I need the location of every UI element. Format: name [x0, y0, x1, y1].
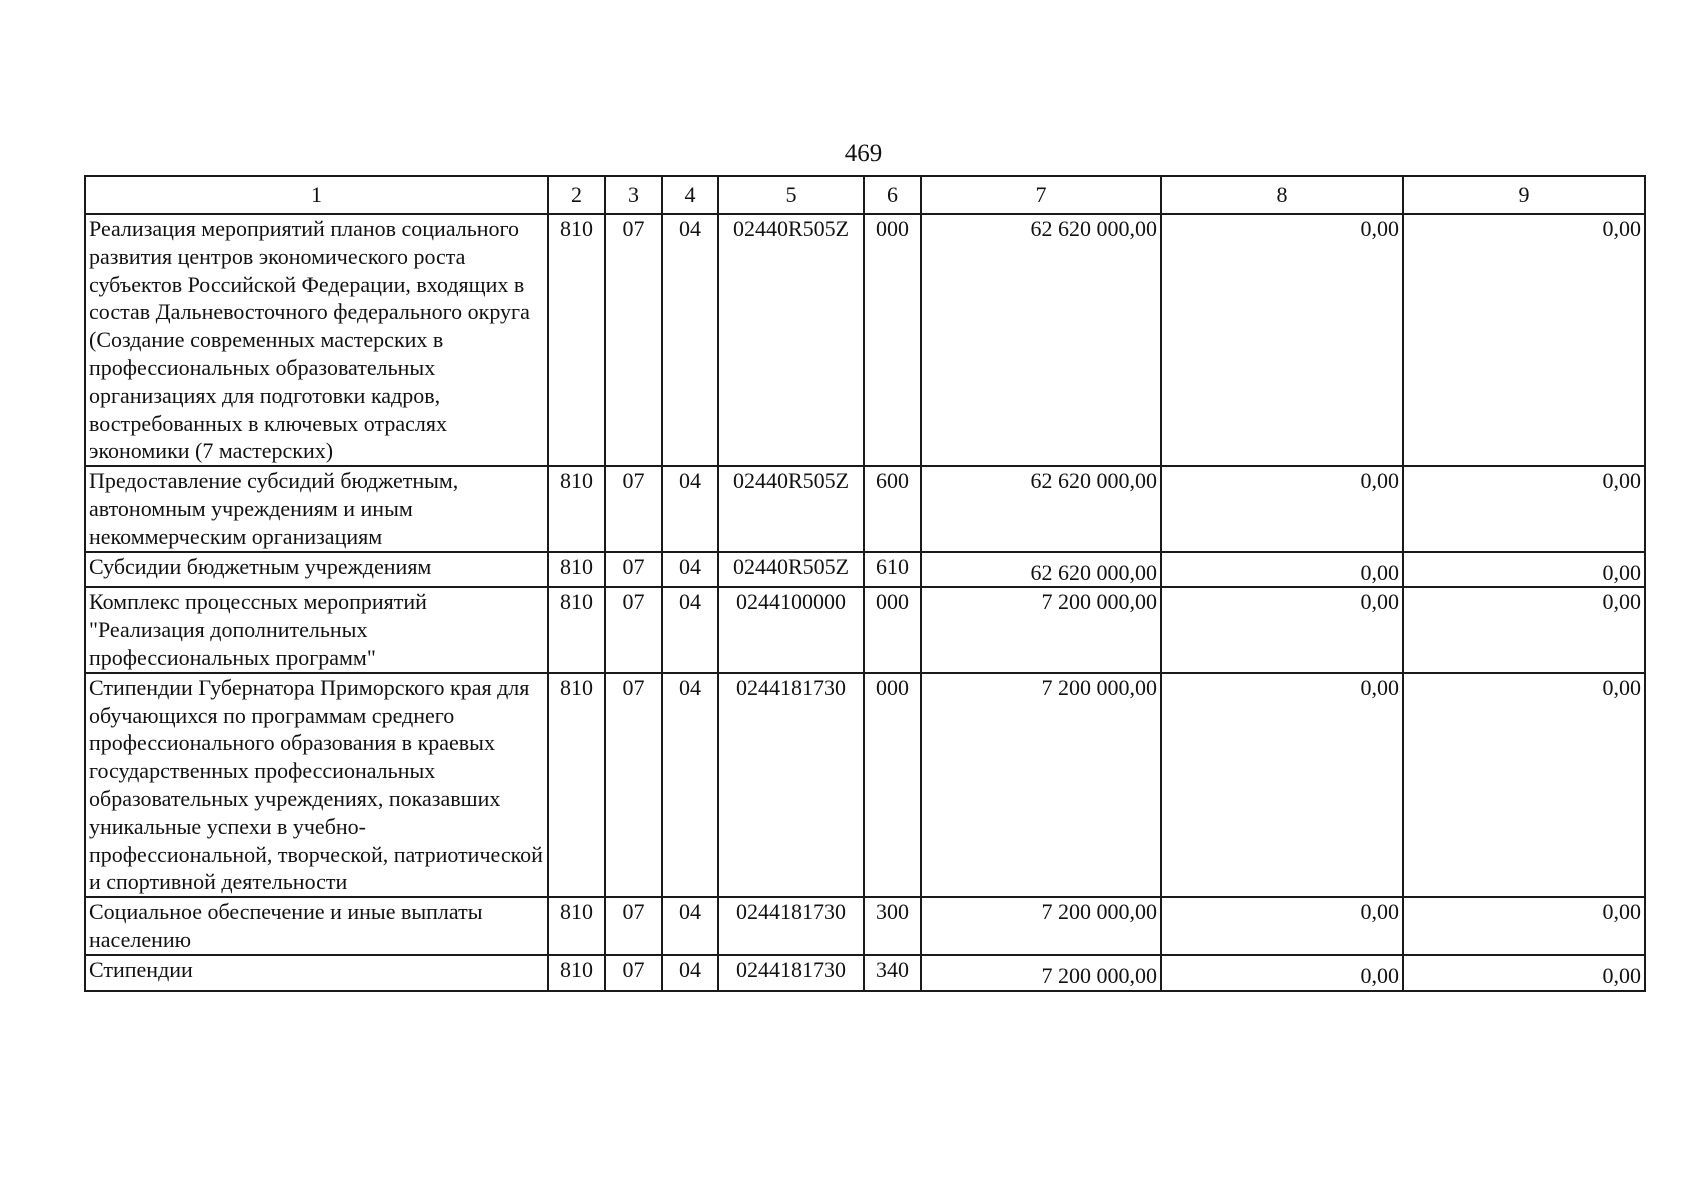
- item-name: Стипендии Губернатора Приморского края для обучающихся по программам среднего профессионального образования в краевых государственных профессиональных образовательных учреждениях, показавших уникальные успехи в учебно-профессиональной, творческой, патриотической и спортивной деятельности: [85, 673, 548, 897]
- code-col-4: 04: [662, 466, 718, 551]
- header-row: [85, 176, 1645, 214]
- amount-col-8: 0,00: [1161, 897, 1403, 955]
- code-col-3: 07: [605, 552, 662, 588]
- amount-col-9: 0,00: [1403, 587, 1645, 672]
- table-row: [85, 673, 1645, 897]
- amount-col-9: 0,00: [1403, 897, 1645, 955]
- code-col-5: 02440R505Z: [718, 214, 864, 466]
- item-name: Социальное обеспечение и иные выплаты населению: [85, 897, 548, 955]
- code-col-3: 07: [605, 587, 662, 672]
- amount-col-8: 0,00: [1161, 552, 1403, 588]
- budget-table: [84, 175, 1646, 992]
- code-col-2: 810: [548, 587, 605, 672]
- code-col-3: 07: [605, 955, 662, 991]
- column-header: 1: [85, 176, 548, 214]
- code-col-4: 04: [662, 673, 718, 897]
- item-name: Реализация мероприятий планов социального развития центров экономического роста субъектов Российской Федерации, входящих в состав Дальневосточного федерального округа (Создание современных мастерских в профессиональных образовательных организациях для подготовки кадров, востребованных в ключевых отраслях экономики (7 мастерских): [85, 214, 548, 466]
- code-col-5: 0244181730: [718, 897, 864, 955]
- item-name: Субсидии бюджетным учреждениям: [85, 552, 548, 588]
- amount-col-8: 0,00: [1161, 673, 1403, 897]
- code-col-6: 000: [864, 673, 921, 897]
- amount-col-7: 7 200 000,00: [921, 587, 1161, 672]
- code-col-3: 07: [605, 897, 662, 955]
- table-row: [85, 897, 1645, 955]
- amount-col-8: 0,00: [1161, 466, 1403, 551]
- code-col-3: 07: [605, 673, 662, 897]
- amount-col-9: 0,00: [1403, 673, 1645, 897]
- item-name: Предоставление субсидий бюджетным, автономным учреждениям и иным некоммерческим организациям: [85, 466, 548, 551]
- item-name: Комплекс процессных мероприятий "Реализация дополнительных профессиональных программ": [85, 587, 548, 672]
- amount-col-9: 0,00: [1403, 552, 1645, 588]
- code-col-5: 02440R505Z: [718, 466, 864, 551]
- code-col-6: 000: [864, 587, 921, 672]
- amount-col-7: 7 200 000,00: [921, 955, 1161, 991]
- item-name: Стипендии: [85, 955, 548, 991]
- code-col-6: 000: [864, 214, 921, 466]
- code-col-4: 04: [662, 897, 718, 955]
- amount-col-8: 0,00: [1161, 214, 1403, 466]
- amount-col-8: 0,00: [1161, 955, 1403, 991]
- column-header: 8: [1161, 176, 1403, 214]
- table-row: [85, 214, 1645, 466]
- table-row: [85, 552, 1645, 588]
- column-header: 4: [662, 176, 718, 214]
- amount-col-7: 62 620 000,00: [921, 466, 1161, 551]
- table-row: [85, 466, 1645, 551]
- code-col-6: 340: [864, 955, 921, 991]
- code-col-4: 04: [662, 587, 718, 672]
- amount-col-9: 0,00: [1403, 466, 1645, 551]
- column-header: 9: [1403, 176, 1645, 214]
- code-col-5: 02440R505Z: [718, 552, 864, 588]
- code-col-2: 810: [548, 214, 605, 466]
- column-header: 6: [864, 176, 921, 214]
- code-col-4: 04: [662, 552, 718, 588]
- code-col-2: 810: [548, 673, 605, 897]
- amount-col-7: 62 620 000,00: [921, 552, 1161, 588]
- column-header: 3: [605, 176, 662, 214]
- table-row: [85, 955, 1645, 991]
- code-col-2: 810: [548, 897, 605, 955]
- code-col-5: 0244181730: [718, 955, 864, 991]
- amount-col-9: 0,00: [1403, 955, 1645, 991]
- code-col-6: 610: [864, 552, 921, 588]
- code-col-4: 04: [662, 214, 718, 466]
- code-col-6: 300: [864, 897, 921, 955]
- amount-col-7: 7 200 000,00: [921, 673, 1161, 897]
- page-number: 469: [844, 140, 883, 167]
- column-header: 7: [921, 176, 1161, 214]
- amount-col-9: 0,00: [1403, 214, 1645, 466]
- code-col-2: 810: [548, 466, 605, 551]
- column-header: 2: [548, 176, 605, 214]
- code-col-5: 0244100000: [718, 587, 864, 672]
- code-col-5: 0244181730: [718, 673, 864, 897]
- amount-col-7: 7 200 000,00: [921, 897, 1161, 955]
- column-header: 5: [718, 176, 864, 214]
- code-col-4: 04: [662, 955, 718, 991]
- code-col-6: 600: [864, 466, 921, 551]
- amount-col-7: 62 620 000,00: [921, 214, 1161, 466]
- code-col-2: 810: [548, 955, 605, 991]
- code-col-3: 07: [605, 466, 662, 551]
- code-col-2: 810: [548, 552, 605, 588]
- code-col-3: 07: [605, 214, 662, 466]
- amount-col-8: 0,00: [1161, 587, 1403, 672]
- table-row: [85, 587, 1645, 672]
